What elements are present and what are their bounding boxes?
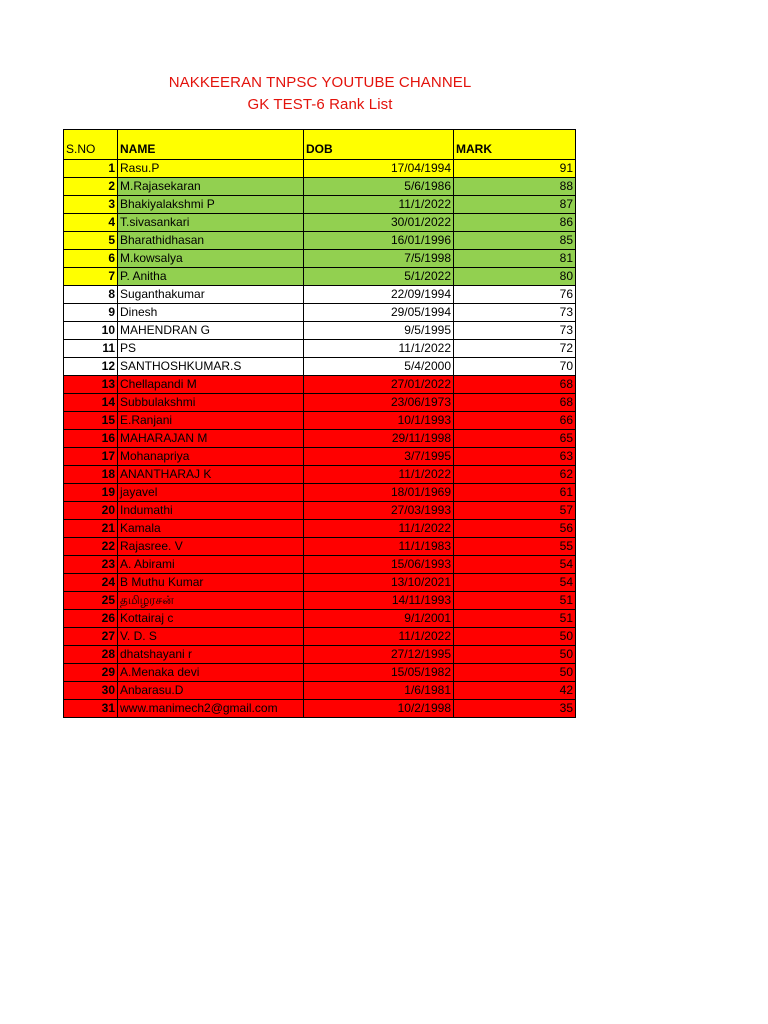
row-name: B Muthu Kumar	[118, 574, 304, 592]
row-sno: 18	[64, 466, 118, 484]
row-name: M.Rajasekaran	[118, 178, 304, 196]
column-header-dob: DOB	[304, 130, 454, 160]
page-title: NAKKEERAN TNPSC YOUTUBE CHANNEL	[168, 74, 472, 91]
row-name: Subbulakshmi	[118, 394, 304, 412]
table-row	[64, 340, 576, 358]
row-dob: 11/1/2022	[304, 196, 454, 214]
table-row	[64, 574, 576, 592]
column-header-name: NAME	[118, 130, 304, 160]
row-sno: 4	[64, 214, 118, 232]
row-name: Kamala	[118, 520, 304, 538]
row-dob: 11/1/2022	[304, 466, 454, 484]
row-dob: 27/01/2022	[304, 376, 454, 394]
table-row	[64, 178, 576, 196]
row-sno: 11	[64, 340, 118, 358]
row-dob: 15/05/1982	[304, 664, 454, 682]
table-row	[64, 250, 576, 268]
row-sno: 8	[64, 286, 118, 304]
row-sno: 24	[64, 574, 118, 592]
table-row	[64, 646, 576, 664]
row-sno: 20	[64, 502, 118, 520]
table-row	[64, 322, 576, 340]
row-mark: 50	[454, 628, 576, 646]
table-row	[64, 538, 576, 556]
row-name: P. Anitha	[118, 268, 304, 286]
row-sno: 5	[64, 232, 118, 250]
row-dob: 3/7/1995	[304, 448, 454, 466]
table-row	[64, 610, 576, 628]
row-name: jayavel	[118, 484, 304, 502]
table-row	[64, 286, 576, 304]
row-sno: 7	[64, 268, 118, 286]
row-sno: 25	[64, 592, 118, 610]
row-mark: 76	[454, 286, 576, 304]
table-row	[64, 484, 576, 502]
table-row	[64, 448, 576, 466]
row-name: Chellapandi M	[118, 376, 304, 394]
row-dob: 11/1/2022	[304, 520, 454, 538]
column-header-sno: S.NO	[64, 130, 118, 160]
row-mark: 70	[454, 358, 576, 376]
row-mark: 68	[454, 394, 576, 412]
row-name: M.kowsalya	[118, 250, 304, 268]
row-dob: 11/1/2022	[304, 628, 454, 646]
row-mark: 54	[454, 556, 576, 574]
row-name: Kottairaj c	[118, 610, 304, 628]
row-sno: 3	[64, 196, 118, 214]
row-name: www.manimech2@gmail.com	[118, 700, 304, 718]
row-dob: 15/06/1993	[304, 556, 454, 574]
row-name: Bharathidhasan	[118, 232, 304, 250]
row-name: dhatshayani r	[118, 646, 304, 664]
table-row	[64, 196, 576, 214]
row-sno: 16	[64, 430, 118, 448]
row-name: Rajasree. V	[118, 538, 304, 556]
row-dob: 22/09/1994	[304, 286, 454, 304]
row-sno: 23	[64, 556, 118, 574]
row-dob: 9/5/1995	[304, 322, 454, 340]
row-dob: 10/1/1993	[304, 412, 454, 430]
table-row	[64, 520, 576, 538]
rank-table	[63, 129, 576, 718]
row-name: Rasu.P	[118, 160, 304, 178]
table-row	[64, 592, 576, 610]
row-mark: 62	[454, 466, 576, 484]
row-dob: 5/1/2022	[304, 268, 454, 286]
row-dob: 5/4/2000	[304, 358, 454, 376]
table-row	[64, 304, 576, 322]
row-mark: 51	[454, 592, 576, 610]
row-dob: 7/5/1998	[304, 250, 454, 268]
table-row	[64, 394, 576, 412]
row-dob: 17/04/1994	[304, 160, 454, 178]
row-mark: 91	[454, 160, 576, 178]
row-mark: 85	[454, 232, 576, 250]
row-mark: 35	[454, 700, 576, 718]
page-subtitle: GK TEST-6 Rank List	[247, 96, 393, 113]
column-header-mark: MARK	[454, 130, 576, 160]
table-row	[64, 700, 576, 718]
table-row	[64, 628, 576, 646]
row-mark: 72	[454, 340, 576, 358]
table-header-row	[64, 130, 576, 160]
row-name: MAHENDRAN G	[118, 322, 304, 340]
row-sno: 19	[64, 484, 118, 502]
row-name: Anbarasu.D	[118, 682, 304, 700]
row-dob: 13/10/2021	[304, 574, 454, 592]
table-row	[64, 268, 576, 286]
row-name: V. D. S	[118, 628, 304, 646]
table-row	[64, 232, 576, 250]
row-name: A. Abirami	[118, 556, 304, 574]
row-name: Dinesh	[118, 304, 304, 322]
row-dob: 18/01/1969	[304, 484, 454, 502]
row-dob: 27/03/1993	[304, 502, 454, 520]
row-sno: 9	[64, 304, 118, 322]
row-sno: 31	[64, 700, 118, 718]
table-row	[64, 556, 576, 574]
row-mark: 56	[454, 520, 576, 538]
row-mark: 42	[454, 682, 576, 700]
table-row	[64, 430, 576, 448]
row-mark: 81	[454, 250, 576, 268]
row-sno: 12	[64, 358, 118, 376]
row-dob: 14/11/1993	[304, 592, 454, 610]
row-mark: 88	[454, 178, 576, 196]
row-dob: 23/06/1973	[304, 394, 454, 412]
row-mark: 50	[454, 646, 576, 664]
row-name: A.Menaka devi	[118, 664, 304, 682]
row-dob: 11/1/1983	[304, 538, 454, 556]
row-mark: 57	[454, 502, 576, 520]
row-mark: 80	[454, 268, 576, 286]
row-sno: 29	[64, 664, 118, 682]
row-mark: 86	[454, 214, 576, 232]
row-dob: 9/1/2001	[304, 610, 454, 628]
row-dob: 10/2/1998	[304, 700, 454, 718]
row-dob: 5/6/1986	[304, 178, 454, 196]
row-name: MAHARAJAN M	[118, 430, 304, 448]
row-sno: 2	[64, 178, 118, 196]
row-sno: 28	[64, 646, 118, 664]
table-row	[64, 376, 576, 394]
row-sno: 17	[64, 448, 118, 466]
row-sno: 15	[64, 412, 118, 430]
row-sno: 26	[64, 610, 118, 628]
row-sno: 22	[64, 538, 118, 556]
row-mark: 50	[454, 664, 576, 682]
table-row	[64, 160, 576, 178]
row-sno: 27	[64, 628, 118, 646]
row-name: E.Ranjani	[118, 412, 304, 430]
row-mark: 68	[454, 376, 576, 394]
table-row	[64, 682, 576, 700]
row-mark: 65	[454, 430, 576, 448]
row-mark: 54	[454, 574, 576, 592]
table-row	[64, 664, 576, 682]
row-sno: 13	[64, 376, 118, 394]
row-dob: 29/05/1994	[304, 304, 454, 322]
row-mark: 51	[454, 610, 576, 628]
row-dob: 27/12/1995	[304, 646, 454, 664]
row-mark: 55	[454, 538, 576, 556]
table-row	[64, 358, 576, 376]
row-name: T.sivasankari	[118, 214, 304, 232]
row-dob: 30/01/2022	[304, 214, 454, 232]
row-sno: 6	[64, 250, 118, 268]
row-mark: 73	[454, 304, 576, 322]
rank-table-body	[64, 160, 576, 718]
row-sno: 14	[64, 394, 118, 412]
row-name: Mohanapriya	[118, 448, 304, 466]
row-mark: 61	[454, 484, 576, 502]
row-name: Suganthakumar	[118, 286, 304, 304]
row-name: தமிழரசன்	[118, 592, 304, 610]
row-sno: 10	[64, 322, 118, 340]
row-name: Indumathi	[118, 502, 304, 520]
row-mark: 87	[454, 196, 576, 214]
row-name: SANTHOSHKUMAR.S	[118, 358, 304, 376]
row-dob: 29/11/1998	[304, 430, 454, 448]
row-mark: 66	[454, 412, 576, 430]
table-row	[64, 502, 576, 520]
row-name: Bhakiyalakshmi P	[118, 196, 304, 214]
row-name: ANANTHARAJ K	[118, 466, 304, 484]
row-dob: 16/01/1996	[304, 232, 454, 250]
row-name: PS	[118, 340, 304, 358]
table-row	[64, 466, 576, 484]
row-mark: 73	[454, 322, 576, 340]
row-sno: 1	[64, 160, 118, 178]
table-row	[64, 412, 576, 430]
row-dob: 11/1/2022	[304, 340, 454, 358]
row-dob: 1/6/1981	[304, 682, 454, 700]
row-sno: 30	[64, 682, 118, 700]
row-sno: 21	[64, 520, 118, 538]
table-row	[64, 214, 576, 232]
row-mark: 63	[454, 448, 576, 466]
